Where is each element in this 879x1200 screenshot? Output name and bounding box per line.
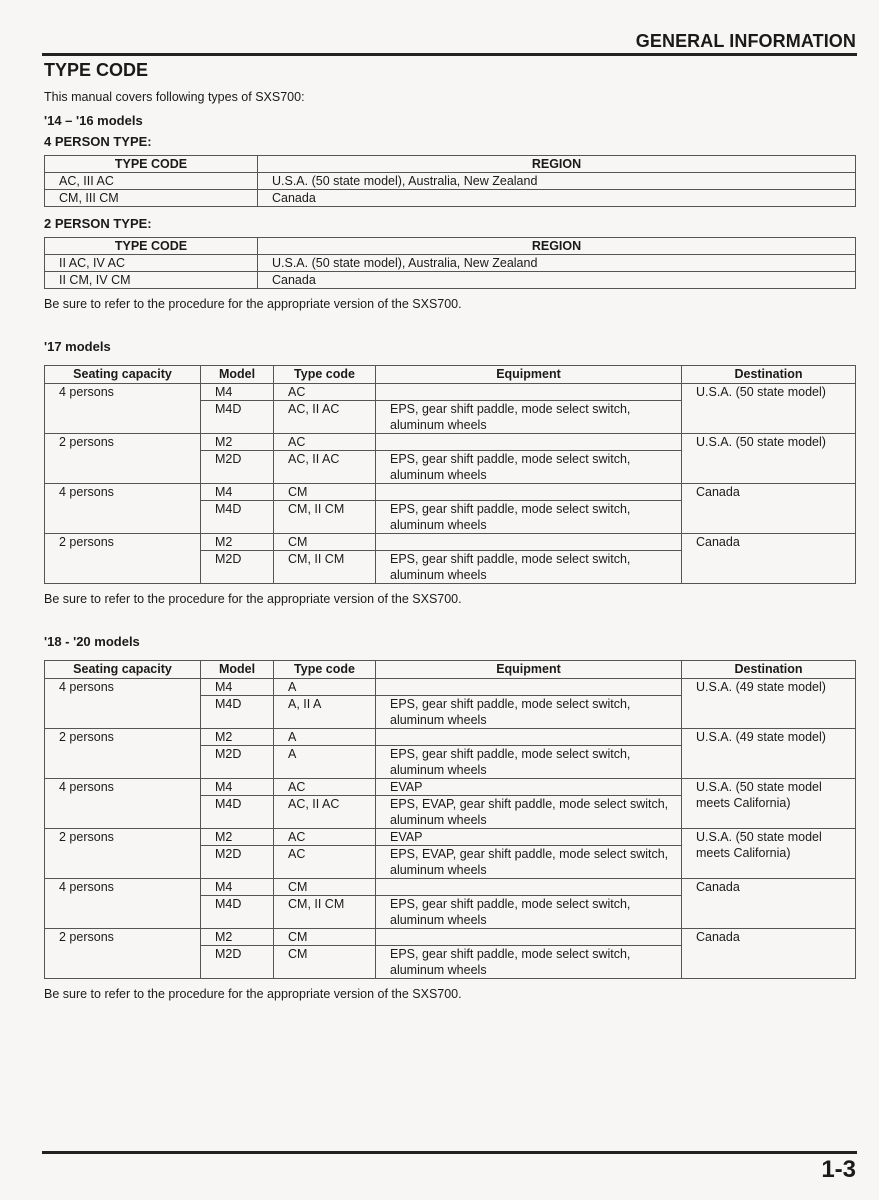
- equipment-cell: EVAP: [376, 779, 682, 796]
- seating-capacity-cell: 2 persons: [45, 929, 201, 979]
- destination-cell: U.S.A. (49 state model): [682, 679, 856, 729]
- model-cell: M2D: [201, 551, 274, 584]
- seating-capacity-cell: 4 persons: [45, 484, 201, 534]
- table-header-row: [45, 661, 856, 679]
- column-header-type-code: TYPE CODE: [45, 156, 258, 173]
- table-row: [45, 829, 856, 846]
- table-row: [45, 190, 856, 207]
- table-row: [45, 679, 856, 696]
- column-header-equipment: Equipment: [376, 661, 682, 679]
- type-code-cell: CM: [274, 484, 376, 501]
- destination-cell: U.S.A. (50 state model): [682, 434, 856, 484]
- region-cell: U.S.A. (50 state model), Australia, New Zealand: [258, 173, 856, 190]
- model-cell: M2D: [201, 451, 274, 484]
- equipment-cell: EPS, gear shift paddle, mode select switch, aluminum wheels: [376, 746, 682, 779]
- table-row: [45, 534, 856, 551]
- model-cell: M4D: [201, 401, 274, 434]
- seating-capacity-cell: 2 persons: [45, 829, 201, 879]
- table-row: [45, 929, 856, 946]
- type-code-cell: CM: [274, 534, 376, 551]
- type-code-cell: A: [274, 746, 376, 779]
- region-cell: Canada: [258, 190, 856, 207]
- seating-capacity-cell: 4 persons: [45, 384, 201, 434]
- type-code-cell: AC: [274, 434, 376, 451]
- model-cell: M2: [201, 829, 274, 846]
- model-cell: M2: [201, 929, 274, 946]
- type-code-cell: AC, II AC: [274, 451, 376, 484]
- table-row: [45, 779, 856, 796]
- destination-cell: Canada: [682, 484, 856, 534]
- two-person-type-label: 2 PERSON TYPE:: [44, 216, 152, 231]
- table-header-row: [45, 238, 856, 255]
- page-title: TYPE CODE: [44, 60, 149, 80]
- model-cell: M4: [201, 779, 274, 796]
- table-row: [45, 434, 856, 451]
- type-code-cell: AC: [274, 846, 376, 879]
- equipment-cell: [376, 879, 682, 896]
- models-18-20-heading: '18 - '20 models: [44, 634, 140, 649]
- column-header-equipment: Equipment: [376, 366, 682, 384]
- equipment-cell: [376, 434, 682, 451]
- type-code-cell: CM, II CM: [274, 551, 376, 584]
- footer-rule: [42, 1151, 857, 1154]
- models-18-20-table: [44, 660, 856, 979]
- model-cell: M2: [201, 534, 274, 551]
- type-code-cell: AC, II AC: [274, 796, 376, 829]
- equipment-cell: [376, 679, 682, 696]
- seating-capacity-cell: 2 persons: [45, 729, 201, 779]
- table-row: [45, 729, 856, 746]
- type-code-cell: AC, III AC: [45, 173, 258, 190]
- column-header-model: Model: [201, 366, 274, 384]
- seating-capacity-cell: 4 persons: [45, 679, 201, 729]
- model-cell: M4: [201, 879, 274, 896]
- table-row: [45, 173, 856, 190]
- type-code-cell: CM: [274, 929, 376, 946]
- column-header-seating-capacity: Seating capacity: [45, 366, 201, 384]
- model-cell: M2: [201, 729, 274, 746]
- model-cell: M2D: [201, 846, 274, 879]
- type-code-cell: CM, III CM: [45, 190, 258, 207]
- version-note: Be sure to refer to the procedure for the appropriate version of the SXS700.: [44, 592, 462, 606]
- equipment-cell: EPS, EVAP, gear shift paddle, mode select switch, aluminum wheels: [376, 846, 682, 879]
- seating-capacity-cell: 4 persons: [45, 879, 201, 929]
- type-code-cell: CM, II CM: [274, 896, 376, 929]
- table-header-row: [45, 366, 856, 384]
- model-cell: M4: [201, 679, 274, 696]
- model-cell: M4D: [201, 696, 274, 729]
- equipment-cell: EPS, gear shift paddle, mode select switch, aluminum wheels: [376, 551, 682, 584]
- column-header-type-code: Type code: [274, 366, 376, 384]
- column-header-type-code: Type code: [274, 661, 376, 679]
- table-header-row: [45, 156, 856, 173]
- equipment-cell: EPS, gear shift paddle, mode select switch, aluminum wheels: [376, 401, 682, 434]
- type-code-cell: A, II A: [274, 696, 376, 729]
- version-note: Be sure to refer to the procedure for the appropriate version of the SXS700.: [44, 297, 462, 311]
- equipment-cell: EPS, gear shift paddle, mode select switch, aluminum wheels: [376, 896, 682, 929]
- destination-cell: U.S.A. (50 state model meets California): [682, 829, 856, 879]
- table-row: [45, 484, 856, 501]
- column-header-seating-capacity: Seating capacity: [45, 661, 201, 679]
- table-row: [45, 255, 856, 272]
- region-cell: Canada: [258, 272, 856, 289]
- seating-capacity-cell: 2 persons: [45, 434, 201, 484]
- destination-cell: Canada: [682, 879, 856, 929]
- models-14-16-heading: '14 – '16 models: [44, 113, 143, 128]
- intro-text: This manual covers following types of SXS700:: [44, 90, 305, 104]
- two-person-type-table: [44, 237, 856, 289]
- type-code-cell: CM: [274, 879, 376, 896]
- type-code-cell: II CM, IV CM: [45, 272, 258, 289]
- equipment-cell: [376, 929, 682, 946]
- type-code-cell: AC: [274, 779, 376, 796]
- destination-cell: Canada: [682, 929, 856, 979]
- destination-cell: U.S.A. (49 state model): [682, 729, 856, 779]
- models-17-table: [44, 365, 856, 584]
- type-code-cell: AC: [274, 829, 376, 846]
- type-code-cell: A: [274, 679, 376, 696]
- model-cell: M4D: [201, 796, 274, 829]
- type-code-cell: AC, II AC: [274, 401, 376, 434]
- model-cell: M2D: [201, 946, 274, 979]
- equipment-cell: EPS, gear shift paddle, mode select switch, aluminum wheels: [376, 501, 682, 534]
- table-row: [45, 272, 856, 289]
- equipment-cell: EPS, gear shift paddle, mode select switch, aluminum wheels: [376, 946, 682, 979]
- model-cell: M2: [201, 434, 274, 451]
- equipment-cell: EPS, gear shift paddle, mode select switch, aluminum wheels: [376, 451, 682, 484]
- type-code-cell: CM: [274, 946, 376, 979]
- four-person-type-label: 4 PERSON TYPE:: [44, 134, 152, 149]
- column-header-destination: Destination: [682, 366, 856, 384]
- equipment-cell: [376, 384, 682, 401]
- model-cell: M4D: [201, 501, 274, 534]
- seating-capacity-cell: 4 persons: [45, 779, 201, 829]
- model-cell: M4: [201, 484, 274, 501]
- models-17-heading: '17 models: [44, 339, 111, 354]
- header-rule: [42, 53, 857, 56]
- type-code-cell: CM, II CM: [274, 501, 376, 534]
- equipment-cell: EPS, gear shift paddle, mode select switch, aluminum wheels: [376, 696, 682, 729]
- type-code-cell: A: [274, 729, 376, 746]
- table-row: [45, 384, 856, 401]
- four-person-type-table: [44, 155, 856, 207]
- destination-cell: U.S.A. (50 state model meets California): [682, 779, 856, 829]
- column-header-region: REGION: [258, 156, 856, 173]
- table-row: [45, 879, 856, 896]
- destination-cell: Canada: [682, 534, 856, 584]
- equipment-cell: EPS, EVAP, gear shift paddle, mode select switch, aluminum wheels: [376, 796, 682, 829]
- column-header-destination: Destination: [682, 661, 856, 679]
- version-note: Be sure to refer to the procedure for the appropriate version of the SXS700.: [44, 987, 462, 1001]
- equipment-cell: [376, 484, 682, 501]
- column-header-region: REGION: [258, 238, 856, 255]
- equipment-cell: [376, 534, 682, 551]
- column-header-model: Model: [201, 661, 274, 679]
- equipment-cell: EVAP: [376, 829, 682, 846]
- page-content: [44, 60, 856, 1001]
- page-number: 1-3: [821, 1156, 856, 1183]
- type-code-cell: AC: [274, 384, 376, 401]
- equipment-cell: [376, 729, 682, 746]
- column-header-type-code: TYPE CODE: [45, 238, 258, 255]
- model-cell: M4: [201, 384, 274, 401]
- model-cell: M2D: [201, 746, 274, 779]
- model-cell: M4D: [201, 896, 274, 929]
- destination-cell: U.S.A. (50 state model): [682, 384, 856, 434]
- section-header-title: GENERAL INFORMATION: [635, 31, 856, 51]
- region-cell: U.S.A. (50 state model), Australia, New Zealand: [258, 255, 856, 272]
- type-code-cell: II AC, IV AC: [45, 255, 258, 272]
- seating-capacity-cell: 2 persons: [45, 534, 201, 584]
